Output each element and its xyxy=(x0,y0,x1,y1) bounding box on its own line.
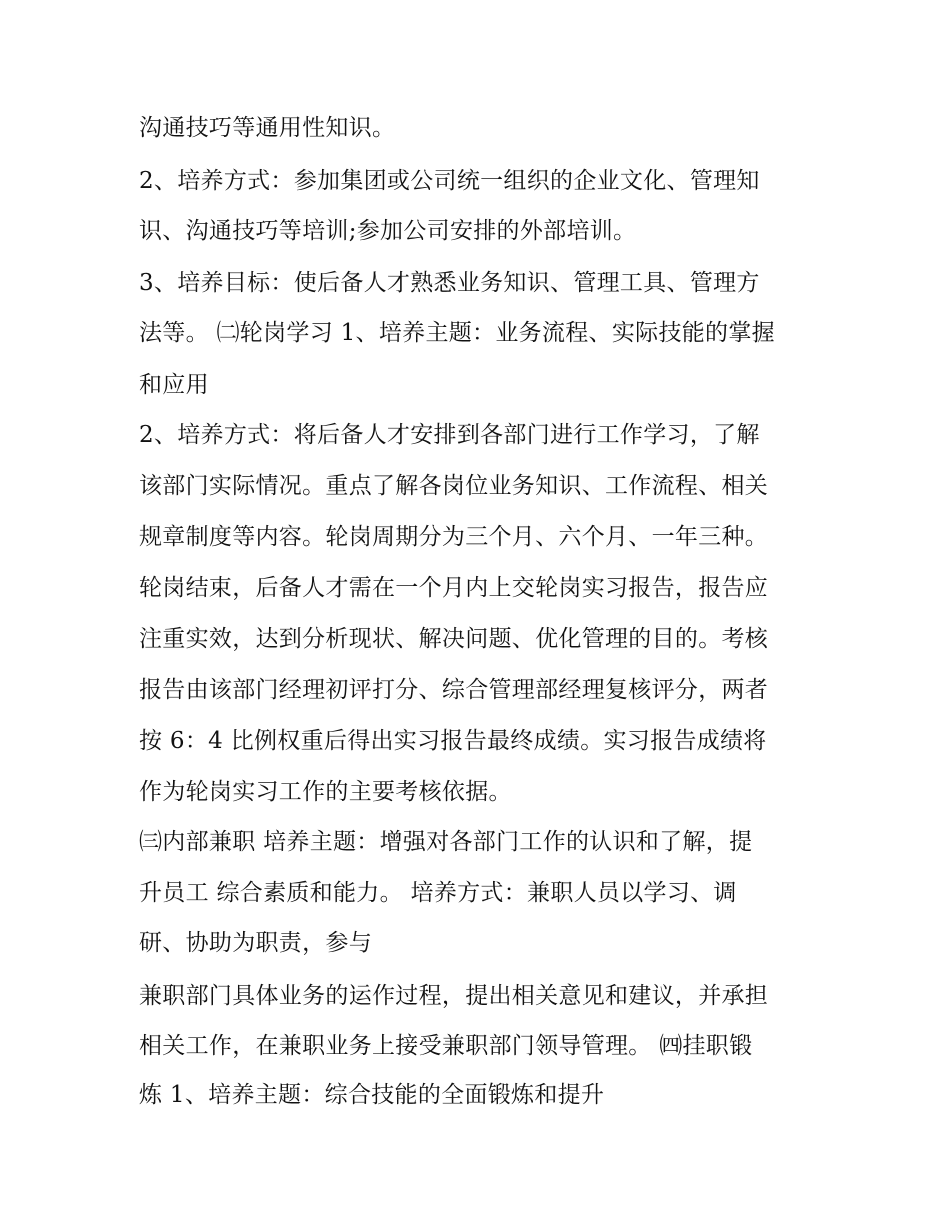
text-line-5: 法等。 ㈡轮岗学习 1、培养主题：业务流程、实际技能的掌握 xyxy=(139,320,775,346)
text-line-3: 识、沟通技巧等培训;参加公司安排的外部培训。 xyxy=(139,218,637,244)
text-line-7: 2、培养方式：将后备人才安排到各部门进行工作学习，了解 xyxy=(139,422,760,448)
text-line-10: 轮岗结束，后备人才需在一个月内上交轮岗实习报告，报告应 xyxy=(139,575,769,601)
text-line-9: 规章制度等内容。轮岗周期分为三个月、六个月、一年三种。 xyxy=(139,524,769,550)
text-line-12: 报告由该部门经理初评打分、综合管理部经理复核评分，两者 xyxy=(139,677,769,703)
text-line-16: 升员工 综合素质和能力。 培养方式：兼职人员以学习、调 xyxy=(139,880,737,906)
text-line-2: 2、培养方式：参加集团或公司统一组织的企业文化、管理知 xyxy=(139,168,760,194)
text-line-4: 3、培养目标：使后备人才熟悉业务知识、管理工具、管理方 xyxy=(139,270,760,296)
text-line-15: ㈢内部兼职 培养主题：增强对各部门工作的认识和了解，提 xyxy=(139,829,753,855)
text-line-19: 相关工作，在兼职业务上接受兼职部门领导管理。 ㈣挂职锻 xyxy=(139,1033,753,1059)
text-line-14: 作为轮岗实习工作的主要考核依据。 xyxy=(139,779,512,805)
text-line-1: 沟通技巧等通用性知识。 xyxy=(139,115,396,141)
text-line-20: 炼 1、培养主题：综合技能的全面锻炼和提升 xyxy=(139,1082,605,1108)
text-line-13: 按 6：4 比例权重后得出实习报告最终成绩。实习报告成绩将 xyxy=(139,728,767,754)
text-line-8: 该部门实际情况。重点了解各岗位业务知识、工作流程、相关 xyxy=(139,473,769,499)
text-line-18: 兼职部门具体业务的运作过程，提出相关意见和建议，并承担 xyxy=(139,983,769,1009)
text-line-17: 研、协助为职责，参与 xyxy=(139,930,372,956)
text-line-6: 和应用 xyxy=(139,372,209,398)
text-line-11: 注重实效，达到分析现状、解决问题、优化管理的目的。考核 xyxy=(139,626,769,652)
